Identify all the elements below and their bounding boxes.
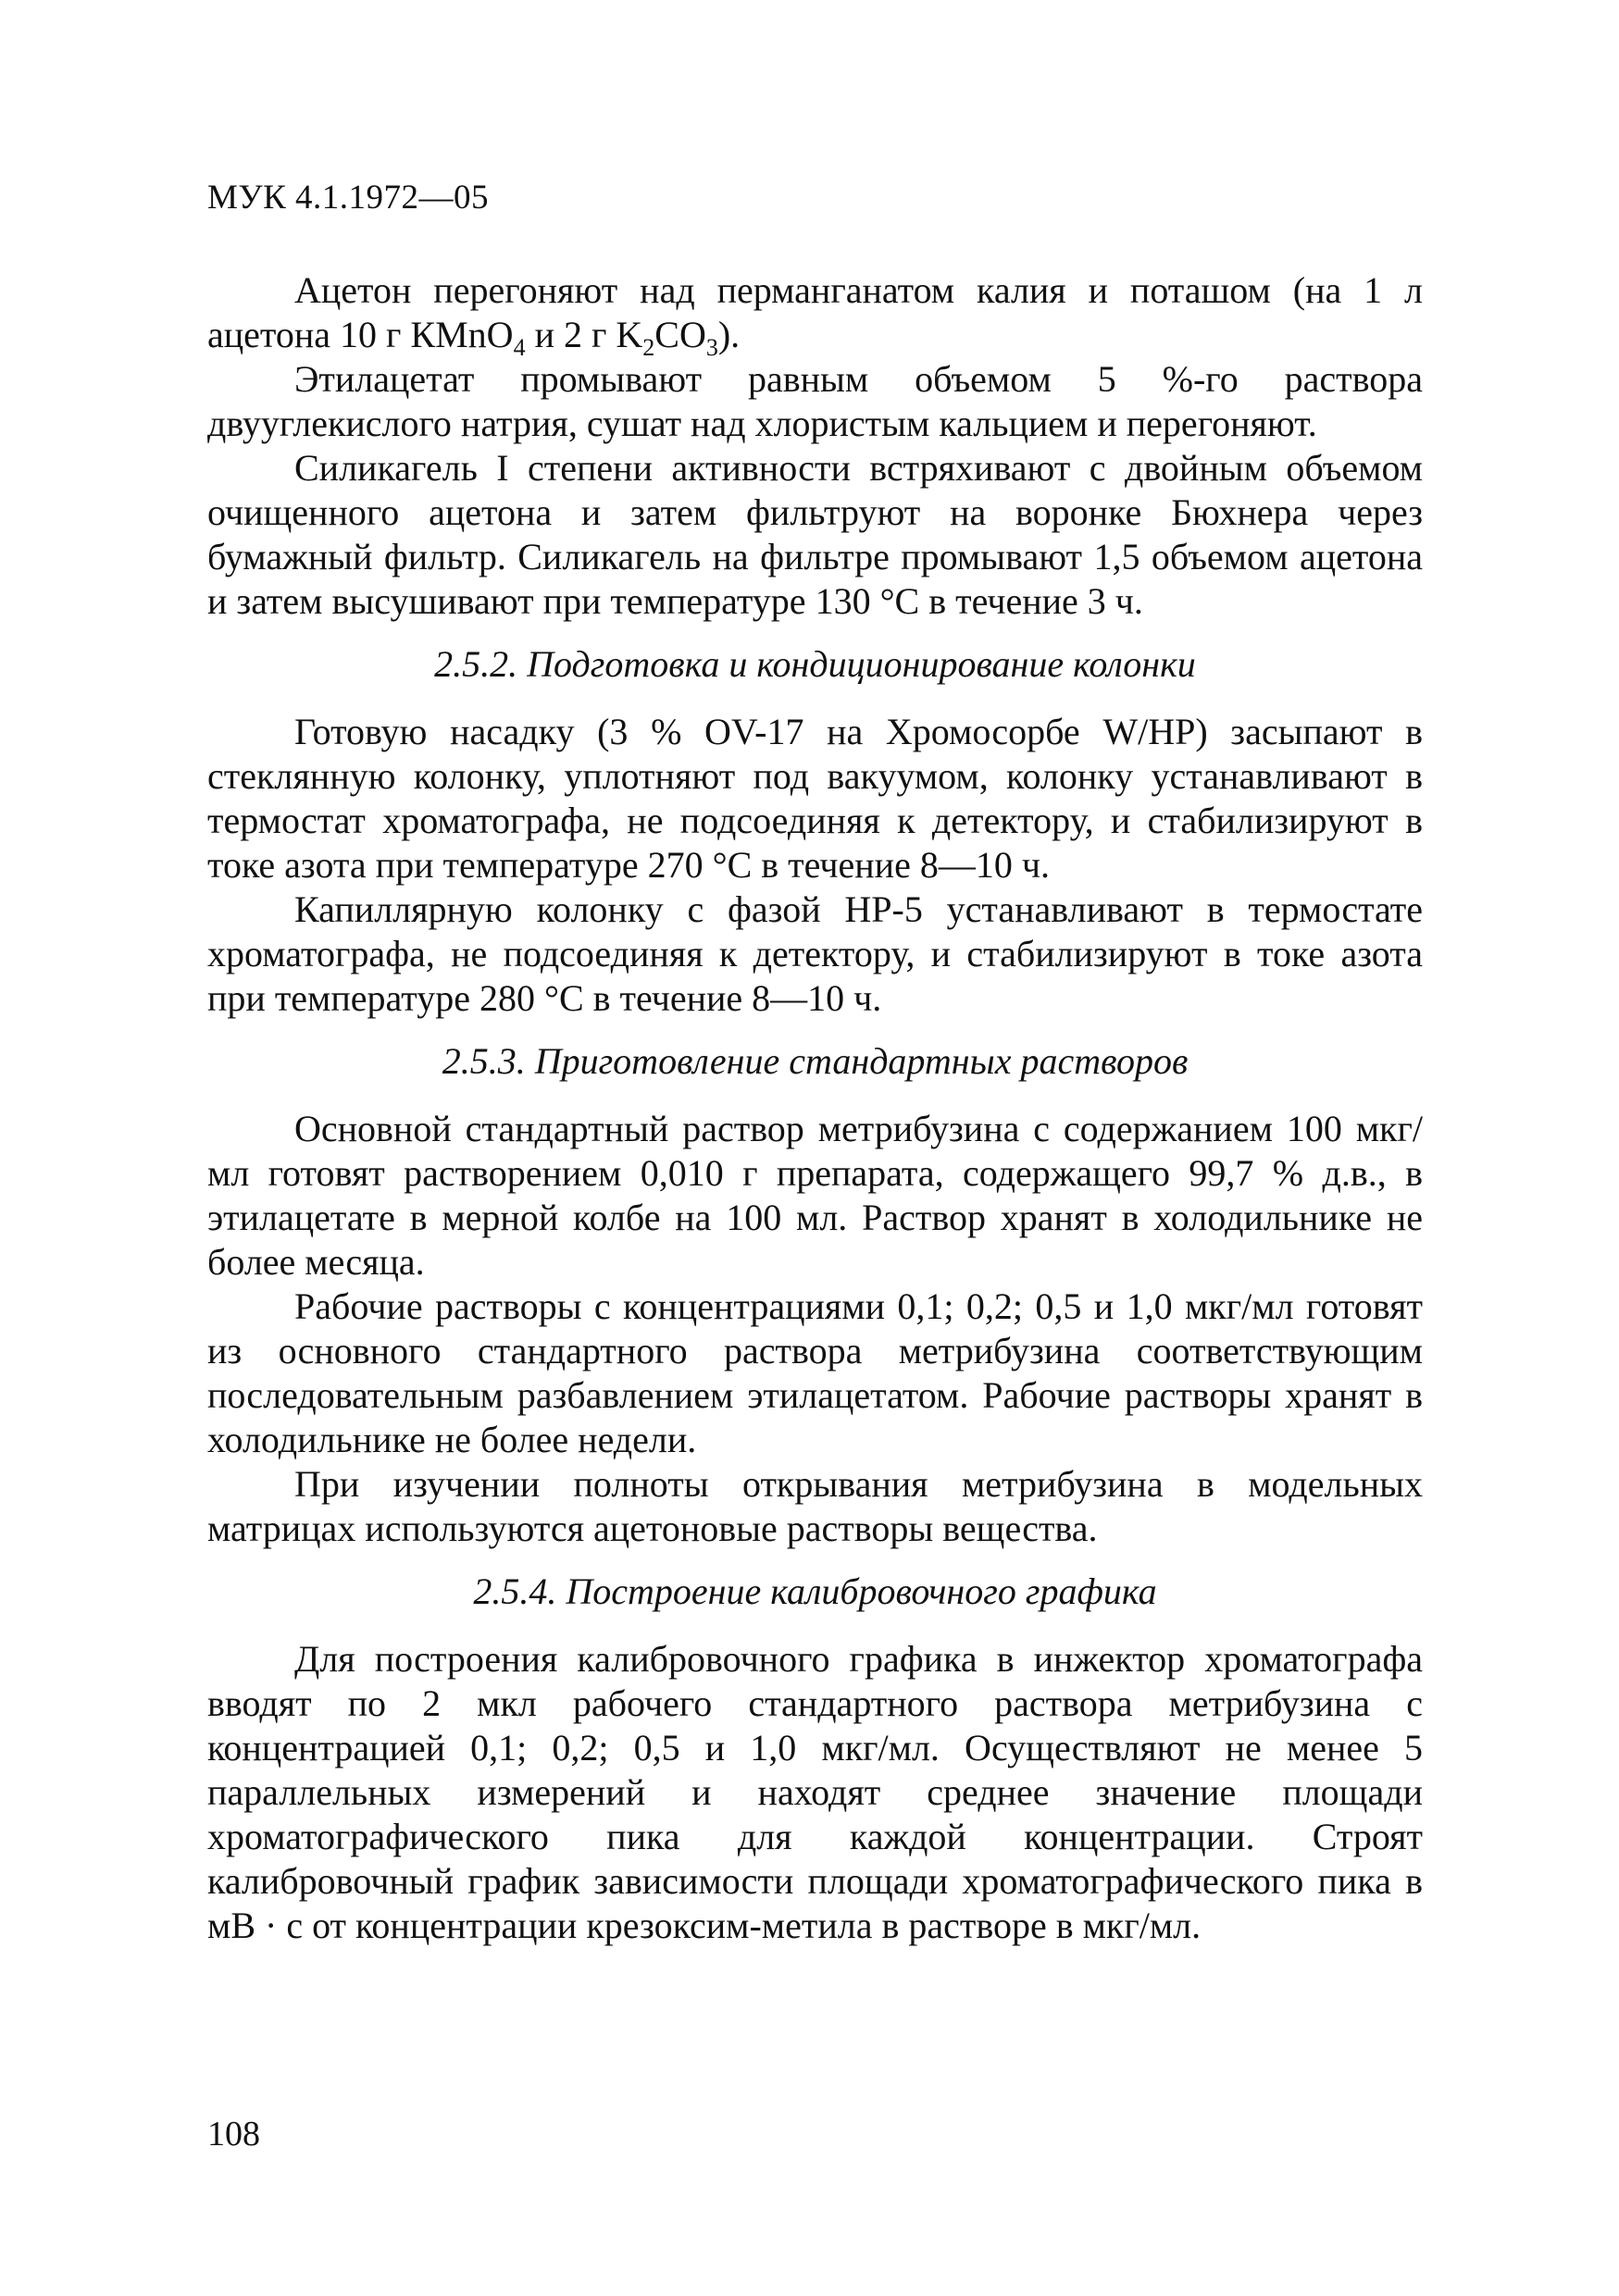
section-heading-2-5-2: 2.5.2. Подготовка и кондиционирование колонки <box>434 643 1196 685</box>
paragraph-capillary-column: Капиллярную колонку с фазой НР-5 устанавливают в термостате хроматографа, не подсоединяя к детектору, и стабилизируют в токе азота при температуре 280 °С в течение 8—10 ч. <box>207 888 1423 1019</box>
paragraph-silica-gel: Силикагель I степени активности встряхивают с двойным объемом очищенного ацетона и затем фильтруют на воронке Бюхнера через бумажный фильтр. Силикагель на фильтре промывают 1,5 объемом ацетона и затем высушивают при температуре 130 °С в течение 3 ч. <box>207 447 1423 622</box>
paragraph-text: ). <box>717 314 741 355</box>
paragraph-text: и 2 г K <box>525 314 643 355</box>
paragraph-packed-column: Готовую насадку (3 % OV-17 на Хромосорбе W/HP) засыпают в стеклянную колонку, уплотняют под вакуумом, колонку устанавливают в термостат хроматографа, не подсоединяя к детектору, и стабилизируют в токе азота при температуре 270 °С в течение 8—10 ч. <box>207 711 1423 886</box>
paragraph-calibration: Для построения калибровочного графика в инжектор хроматографа вводят по 2 мкл рабочего стандартного раствора метрибузина с концентрацией 0,1; 0,2; 0,5 и 1,0 мкг/мл. Осуществляют не менее 5 параллельных измерений и находят среднее значение площади хроматографического пика для каждой концентрации. Строят калибровочный график зависимости площади хроматографического пика в мВ · с от концентрации крезоксим-метила в растворе в мкг/мл. <box>207 1638 1423 1946</box>
paragraph-acetone <box>207 268 1423 361</box>
subscript: 4 <box>513 334 526 361</box>
subscript: 3 <box>705 334 718 361</box>
paragraph-stock-solution: Основной стандартный раствор метрибузина с содержанием 100 мкг/мл готовят растворением 0,010 г препарата, содержащего 99,7 % д.в., в этилацетате в мерной колбе на 100 мл. Раствор хранят в холодильнике не более месяца. <box>207 1108 1423 1283</box>
subscript: 2 <box>642 334 655 361</box>
page-number: 108 <box>207 2115 260 2153</box>
running-title: МУК 4.1.1972—05 <box>207 179 490 217</box>
paragraph-acetone-solutions: При изучении полноты открывания метрибузина в модельных матрицах используются ацетоновые растворы вещества. <box>207 1463 1423 1549</box>
paragraph-working-solutions: Рабочие растворы с концентрациями 0,1; 0,2; 0,5 и 1,0 мкг/мл готовят из основного стандартного раствора метрибузина соответствующим последовательным разбавлением этилацетатом. Рабочие растворы хранят в холодильнике не более недели. <box>207 1285 1423 1460</box>
section-heading-2-5-4: 2.5.4. Построение калибровочного графика <box>473 1570 1157 1612</box>
page-body <box>207 268 1423 1948</box>
section-heading-2-5-3: 2.5.3. Приготовление стандартных растворов <box>442 1040 1189 1082</box>
paragraph-text: Ацетон перегоняют над перманганатом калия и поташом (на 1 л ацетона 10 г КMnO <box>207 269 1423 355</box>
paragraph-text: CO <box>654 314 706 355</box>
paragraph-ethyl-acetate: Этилацетат промывают равным объемом 5 %-го раствора двууглекислого натрия, сушат над хлористым кальцием и перегоняют. <box>207 358 1423 444</box>
